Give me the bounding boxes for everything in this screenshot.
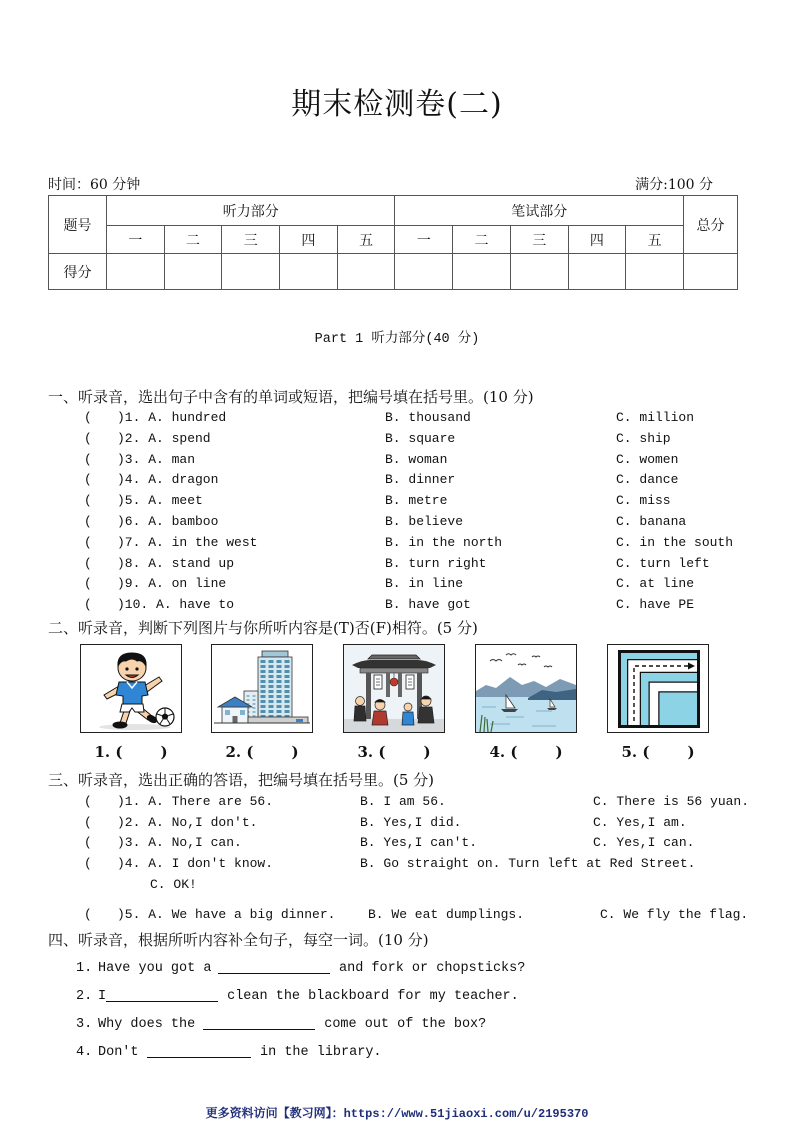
answer-bracket-close: ) [423, 743, 431, 761]
answer-bracket-open: ( [378, 743, 386, 761]
question-number: )5. [117, 493, 141, 509]
option-b: B. woman [385, 451, 448, 467]
question-number: )6. [117, 514, 141, 529]
score-cell [164, 254, 222, 290]
listening-col-header: 二 [164, 226, 222, 254]
fill-in-row [76, 960, 525, 978]
fill-in-row [76, 1044, 382, 1062]
gate-and-crowd-picture [344, 645, 444, 732]
answer-choice-row [0, 835, 794, 851]
answer-choice-row [0, 907, 794, 923]
exam-time: 时间：60 分钟 [48, 177, 141, 193]
question-with-option-a [117, 794, 273, 810]
score-cell [568, 254, 626, 290]
answer-bracket: ( [84, 410, 92, 425]
question-number: 3. [76, 1017, 93, 1032]
question-with-option-a [117, 410, 226, 426]
option-c: C. at line [616, 576, 695, 592]
choice-row [0, 431, 794, 447]
option-a: A. on line [148, 576, 227, 592]
option-a: A. meet [148, 493, 203, 509]
answer-bracket: ( [84, 472, 92, 488]
answer-choice-row [0, 794, 794, 810]
choice-row [0, 472, 794, 488]
question-number: )1. [117, 410, 141, 425]
answer-bracket: ( [84, 794, 92, 809]
option-c: C. turn left [616, 555, 710, 571]
seaside-landscape-picture [476, 645, 576, 732]
option-b: B. dinner [385, 472, 456, 488]
question-number: )7. [117, 534, 141, 550]
option-a: A. We have a big dinner. [148, 907, 336, 922]
question-with-option-a [117, 835, 242, 851]
option-c: C. ship [616, 430, 671, 446]
answer-bracket-close: ) [160, 743, 168, 761]
sentence-before-blank: I [98, 989, 107, 1004]
option-c: C. There is 56 yuan. [593, 794, 750, 809]
option-b: B. in the north [385, 534, 503, 550]
footer-link-text: 更多资料访问【教习网】：https://www.51jiaoxi.com/u/2195370 [205, 1107, 589, 1121]
option-a: A. in the west [148, 534, 258, 550]
question-number: )4. [117, 856, 141, 871]
choice-row [0, 514, 794, 530]
answer-bracket: ( [84, 597, 92, 613]
tall-building-picture [212, 645, 312, 732]
option-b: B. Yes,I did. [360, 815, 462, 830]
option-a: A. hundred [148, 410, 227, 425]
picture-number: 2. [225, 743, 242, 761]
option-c: C. We fly the flag. [600, 907, 749, 922]
question-number: )2. [117, 815, 141, 830]
picture-2-answer [211, 743, 313, 761]
listening-col-header: 三 [222, 226, 280, 254]
sentence-before-blank: Why does the [98, 1017, 196, 1032]
question-with-option-a [117, 472, 218, 488]
option-b: B. have got [385, 597, 471, 613]
answer-choice-row [0, 815, 794, 831]
listening-col-header: 一 [107, 226, 165, 254]
fill-in-row [76, 1016, 486, 1034]
choice-row [0, 556, 794, 572]
question-number: 4. [76, 1045, 93, 1060]
score-cell [337, 254, 395, 290]
option-a: A. I don't know. [148, 856, 274, 871]
picture-number: 3. [357, 743, 374, 761]
listening-col-header: 五 [337, 226, 395, 254]
option-b: B. We eat dumplings. [368, 907, 525, 922]
page-title: 期末检测卷(二) [291, 87, 503, 122]
picture-4-frame [475, 644, 577, 733]
answer-blank [147, 1044, 251, 1058]
picture-number: 4. [489, 743, 506, 761]
option-c: C. banana [616, 514, 687, 529]
question-with-option-a [117, 815, 257, 831]
option-c: C. miss [616, 493, 671, 509]
skyscraper [258, 651, 292, 721]
answer-bracket-close: ) [687, 743, 695, 761]
answer-bracket: ( [84, 815, 92, 830]
answer-blank [106, 988, 218, 1002]
option-a: A. dragon [148, 472, 219, 488]
answer-bracket: ( [84, 451, 92, 467]
option-a: A. bamboo [148, 514, 219, 529]
option-c: C. Yes,I am. [593, 815, 687, 830]
sentence-after-blank: in the library. [260, 1045, 382, 1060]
answer-bracket: ( [84, 514, 92, 529]
writing-col-header: 四 [568, 226, 626, 254]
option-b: B. in line [385, 576, 464, 592]
full-score: 满分:100 分 [635, 177, 713, 193]
score-row-label: 得分 [49, 254, 107, 290]
sentence-before-blank: Don't [98, 1045, 139, 1060]
answer-bracket-open: ( [642, 743, 650, 761]
question-with-option-a [117, 431, 211, 447]
sentence-before-blank: Have you got a [98, 961, 212, 976]
option-a: A. stand up [148, 555, 235, 571]
picture-4-answer [475, 743, 577, 761]
option-a: A. man [148, 451, 196, 467]
score-cell [222, 254, 280, 290]
question-number: )1. [117, 794, 141, 809]
section4-heading: 四、听录音，根据所听内容补全句子，每空一词。(10 分) [48, 931, 429, 949]
question-with-option-a [117, 856, 273, 872]
writing-col-header: 三 [510, 226, 568, 254]
question-with-option-a [117, 452, 195, 468]
option-b: B. thousand [385, 410, 471, 425]
option-a: A. No,I don't. [148, 815, 258, 830]
picture-5-answer [607, 743, 709, 761]
score-cell [510, 254, 568, 290]
choice-row [0, 597, 794, 613]
answer-bracket: ( [84, 835, 92, 850]
writing-part-header: 笔试部分 [395, 196, 683, 226]
score-cell [107, 254, 165, 290]
total-score-cell [683, 254, 737, 290]
question-number-header: 题号 [49, 196, 107, 254]
score-cell [453, 254, 511, 290]
option-b: B. metre [385, 493, 448, 509]
question-number: )3. [117, 835, 141, 850]
choice-row [0, 493, 794, 509]
question-number: 1. [76, 961, 93, 976]
sea [476, 697, 576, 732]
route-map-picture [608, 645, 708, 732]
picture-1-answer [80, 743, 182, 761]
option-b: B. Yes,I can't. [360, 835, 478, 850]
question-number: 2. [76, 989, 93, 1004]
sentence-after-blank: come out of the box? [324, 1017, 487, 1032]
option-c: C. women [616, 451, 679, 467]
choice-row [0, 535, 794, 551]
option-c: C. OK! [150, 877, 197, 892]
picture-3-frame [343, 644, 445, 733]
score-cell [280, 254, 338, 290]
football-icon [156, 708, 174, 726]
writing-col-header: 二 [453, 226, 511, 254]
answer-blank [218, 960, 330, 974]
option-c: C. in the south [616, 534, 734, 550]
answer-blank [203, 1016, 315, 1030]
option-a: A. No,I can. [148, 835, 242, 850]
option-a: A. spend [148, 430, 211, 446]
option-c: C. have PE [616, 597, 695, 613]
option-c-wrapped-row [0, 877, 794, 893]
option-a: A. have to [156, 597, 235, 613]
section2-heading: 二、听录音，判断下列图片与你所听内容是(T)否(F)相符。(5 分) [48, 619, 478, 637]
listening-col-header: 四 [280, 226, 338, 254]
question-number: )5. [117, 907, 141, 922]
option-b: B. I am 56. [360, 794, 446, 809]
option-b: B. believe [385, 514, 464, 529]
score-cell [395, 254, 453, 290]
score-table [48, 195, 738, 290]
question-with-option-a [117, 556, 234, 572]
boy-figure [104, 653, 162, 728]
option-b: B. turn right [385, 555, 487, 571]
question-with-option-a [117, 576, 226, 592]
answer-bracket-open: ( [115, 743, 123, 761]
option-a: A. There are 56. [148, 794, 274, 809]
picture-2-frame [211, 644, 313, 733]
question-with-option-a [117, 514, 218, 530]
boy-playing-football-picture [81, 645, 181, 732]
answer-bracket: ( [84, 493, 92, 509]
question-with-option-a [117, 907, 335, 923]
answer-bracket: ( [84, 534, 92, 550]
listening-part-header: 听力部分 [107, 196, 395, 226]
picture-3-answer [343, 743, 445, 761]
option-b: B. square [385, 430, 456, 446]
question-with-option-a [117, 597, 234, 613]
choice-row [0, 452, 794, 468]
picture-5-frame [607, 644, 709, 733]
score-cell [626, 254, 684, 290]
option-c: C. dance [616, 472, 679, 488]
answer-bracket: ( [84, 856, 92, 871]
question-number: )10. [117, 597, 149, 613]
answer-bracket: ( [84, 576, 92, 592]
answer-bracket: ( [84, 430, 92, 446]
answer-bracket-open: ( [510, 743, 518, 761]
answer-bracket-close: ) [555, 743, 563, 761]
picture-number: 1. [94, 743, 111, 761]
question-with-option-a [117, 493, 203, 509]
fill-in-row [76, 988, 519, 1006]
question-number: )9. [117, 576, 141, 592]
question-number: )2. [117, 430, 141, 446]
question-with-option-a [117, 535, 257, 551]
total-score-header: 总分 [683, 196, 737, 254]
part1-title: Part 1 听力部分(40 分) [314, 332, 480, 347]
writing-col-header: 五 [626, 226, 684, 254]
answer-bracket-open: ( [246, 743, 254, 761]
sentence-after-blank: clean the blackboard for my teacher. [227, 989, 519, 1004]
question-number: )4. [117, 472, 141, 488]
answer-bracket: ( [84, 907, 92, 922]
answer-bracket: ( [84, 555, 92, 571]
answer-bracket-close: ) [291, 743, 299, 761]
sentence-after-blank: and fork or chopsticks? [339, 961, 526, 976]
option-c: C. Yes,I can. [593, 835, 695, 850]
option-b: B. Go straight on. Turn left at Red Street. [360, 856, 696, 871]
section1-heading: 一、听录音，选出句子中含有的单词或短语，把编号填在括号里。(10 分) [48, 388, 534, 406]
question-number: )8. [117, 555, 141, 571]
picture-number: 5. [621, 743, 638, 761]
answer-choice-row [0, 856, 794, 872]
picture-1-frame [80, 644, 182, 733]
writing-col-header: 一 [395, 226, 453, 254]
option-c: C. million [616, 410, 695, 425]
choice-row [0, 410, 794, 426]
section3-heading: 三、听录音，选出正确的答语，把编号填在括号里。(5 分) [48, 771, 435, 789]
question-number: )3. [117, 451, 141, 467]
choice-row [0, 576, 794, 592]
